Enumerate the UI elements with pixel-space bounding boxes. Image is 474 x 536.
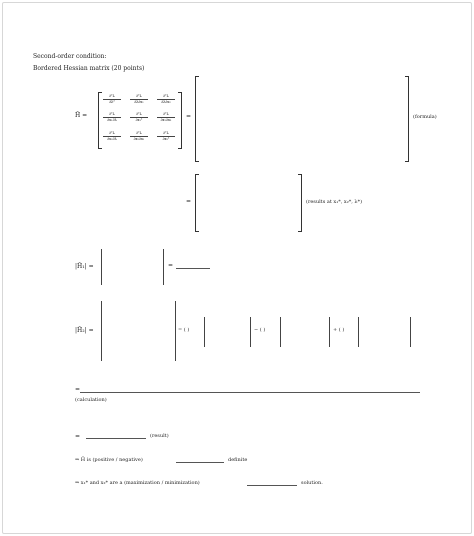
h2-term-3: + ( ) [333, 327, 345, 333]
hessian-equals: = [186, 113, 192, 120]
hessian-lhs: H̄ = [75, 112, 88, 119]
section-subheading: Bordered Hessian matrix (20 points) [33, 65, 145, 72]
definiteness-answer-blank[interactable] [176, 462, 224, 463]
result-equals: = [75, 433, 81, 440]
definiteness-prefix: ⇒ H̄ is (positive / negative) [75, 457, 143, 463]
matrix-entry: ∂²L ∂λ² [101, 94, 123, 104]
solution-prefix: ⇒ x₁* and x₂* are a (maximization / minimization) [75, 480, 200, 486]
h1-lhs: |H̄₁| = [75, 263, 94, 270]
determinant-bar-right [163, 249, 164, 285]
calculation-equals: = [75, 386, 81, 393]
minor-bar-right [410, 317, 411, 347]
section-heading: Second-order condition: [33, 53, 107, 60]
matrix-entry: ∂²L ∂x₂∂λ [101, 131, 123, 141]
matrix-entry: ∂²L ∂x₁∂x₂ [155, 112, 177, 122]
minor-bar-left [358, 317, 359, 347]
solution-answer-blank[interactable] [247, 485, 297, 486]
formula-bracket-right [405, 76, 409, 162]
matrix-entry: ∂²L ∂x₁∂λ [101, 112, 123, 122]
determinant-bar-left [101, 249, 102, 285]
matrix-bracket-right [178, 92, 182, 149]
results-bracket-right [298, 174, 302, 232]
minor-bar-right [250, 317, 251, 347]
h2-term-2: − ( ) [254, 327, 266, 333]
minor-bar-left [280, 317, 281, 347]
h1-answer-blank[interactable] [176, 268, 210, 269]
solution-suffix: solution. [301, 480, 323, 486]
result-answer-blank[interactable] [86, 438, 146, 439]
results-label: (results at x₁*, x₂*, λ*) [306, 199, 363, 205]
calculation-answer-blank[interactable] [80, 392, 420, 393]
matrix-entry: ∂²L ∂x₂² [155, 131, 177, 141]
definiteness-suffix: definite [228, 457, 248, 463]
results-bracket-left [195, 174, 199, 232]
minor-bar-left [204, 317, 205, 347]
matrix-entry: ∂²L ∂λ∂x₁ [128, 94, 150, 104]
formula-bracket-left [195, 76, 199, 162]
calculation-label: (calculation) [75, 397, 107, 403]
h1-equals: = [168, 262, 174, 269]
determinant-bar-left [101, 301, 102, 361]
h2-term-1: = ( ) [178, 327, 190, 333]
result-label: (result) [150, 433, 169, 439]
h2-lhs: |H̄₂| = [75, 327, 94, 334]
matrix-entry: ∂²L ∂λ∂x₂ [155, 94, 177, 104]
minor-bar-right [329, 317, 330, 347]
results-equals: = [186, 198, 192, 205]
formula-label: (formula) [413, 114, 437, 120]
page-frame [2, 2, 472, 534]
determinant-bar-right [175, 301, 176, 361]
matrix-entry: ∂²L ∂x₁² [128, 112, 150, 122]
matrix-entry: ∂²L ∂x₂∂x₁ [128, 131, 150, 141]
